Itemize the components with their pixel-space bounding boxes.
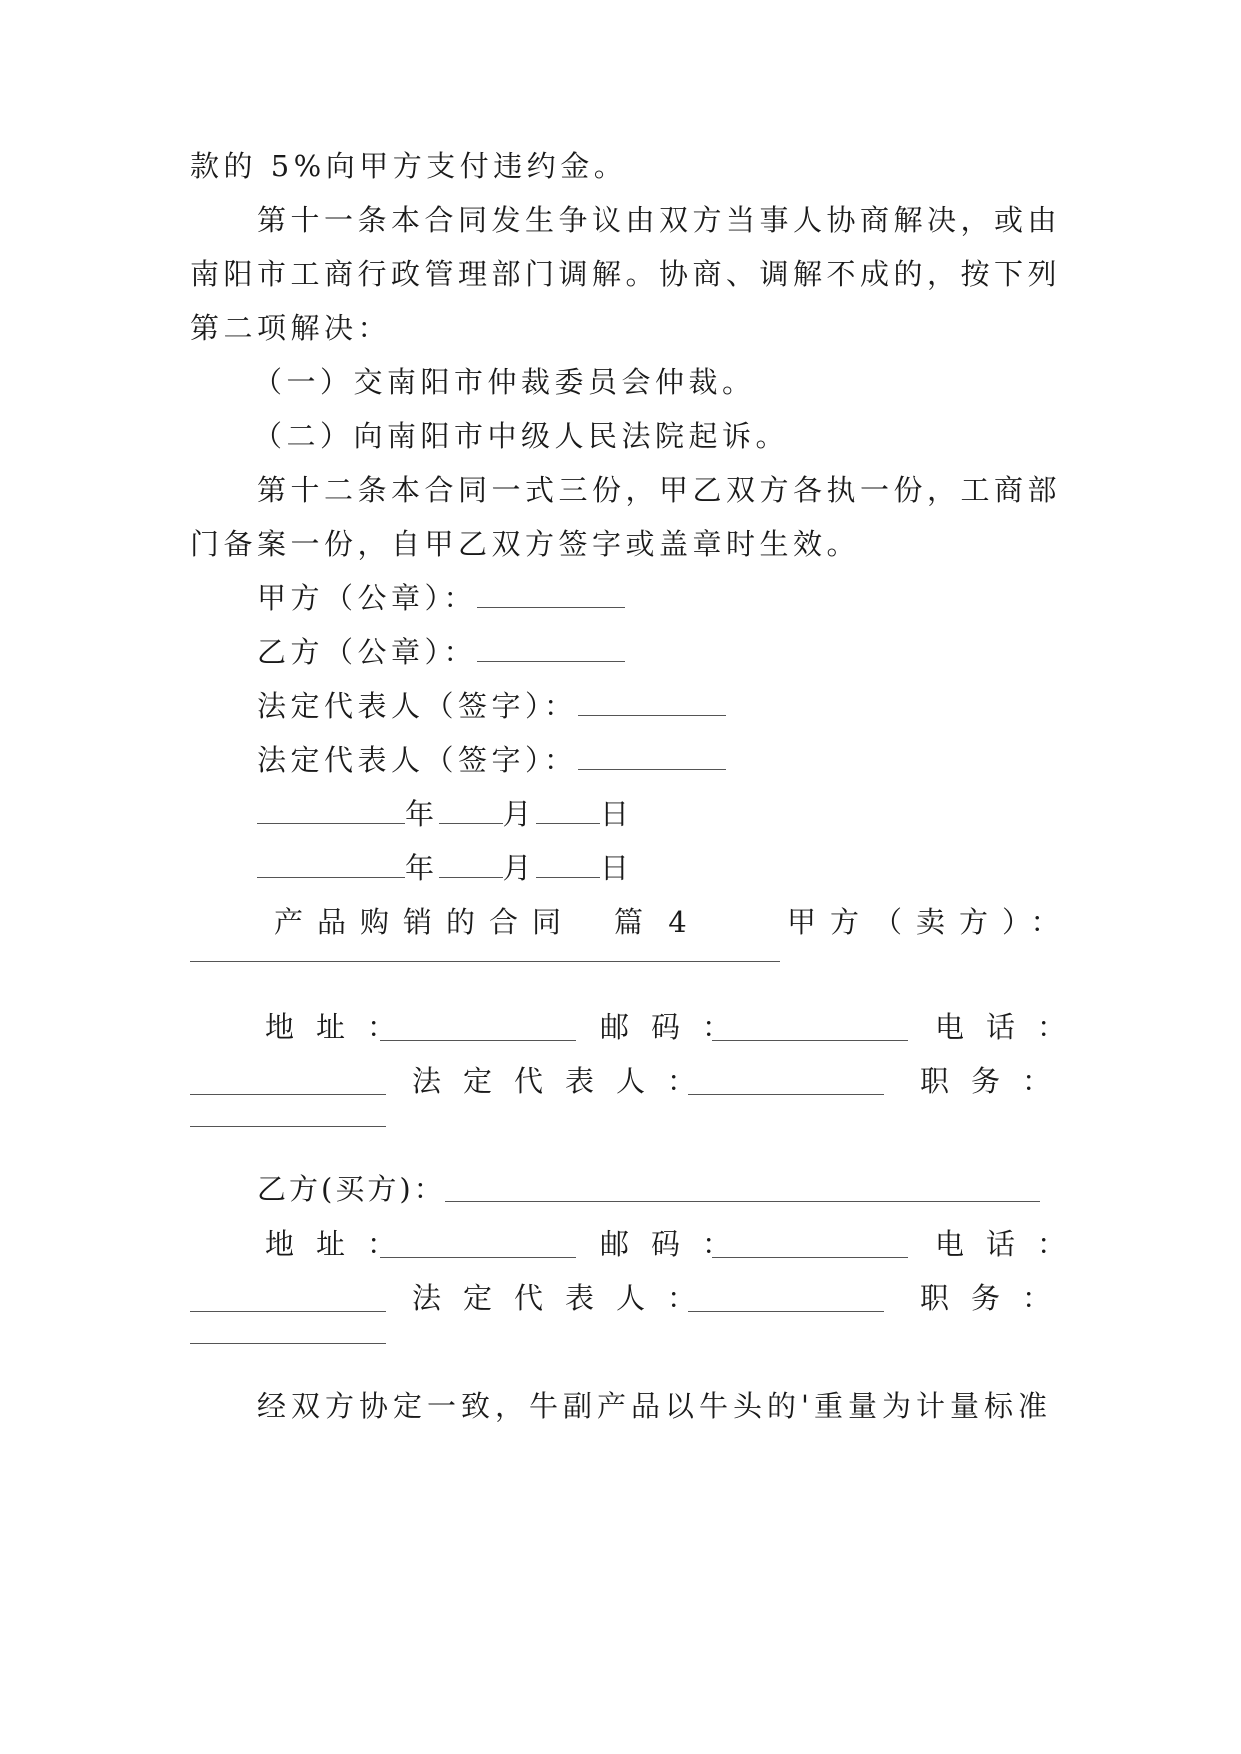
buyer-title-blank [190, 1342, 386, 1344]
buyer-postcode-label: 邮码： [600, 1227, 754, 1261]
buyer-label: 乙方(买方)： [257, 1172, 446, 1206]
buyer-row [257, 1172, 446, 1206]
legal-rep-2-blank [578, 768, 726, 770]
seller-legal-rep-label: 法定代表人： [412, 1064, 719, 1098]
paragraph-penalty-end: 款的 5%向甲方支付违约金。 [190, 149, 628, 183]
contract-heading: 产品购销的合同 [274, 905, 576, 939]
option-court: （二）向南阳市中级人民法院起诉。 [253, 419, 790, 453]
year-blank [257, 822, 405, 824]
buyer-phone-label: 电话： [935, 1227, 1089, 1261]
day-label: 日 [600, 797, 634, 831]
buyer-address-label: 地址： [265, 1227, 419, 1261]
seller-postcode-blank [712, 1039, 908, 1041]
party-b-seal-blank [477, 660, 625, 662]
year-label: 年 [405, 797, 439, 831]
option-arbitration: （一）交南阳市仲裁委员会仲裁。 [253, 365, 756, 399]
buyer-legal-rep-blank [688, 1310, 884, 1312]
seller-phone-blank [190, 1093, 386, 1095]
party-a-seal-label: 甲方（公章）： [257, 581, 478, 615]
day-blank [536, 876, 600, 878]
buyer-phone-blank [190, 1310, 386, 1312]
day-blank [536, 822, 600, 824]
legal-rep-2-label: 法定代表人（签字）： [257, 743, 578, 777]
seller-title-blank [190, 1125, 386, 1127]
seller-postcode-label: 邮码： [600, 1010, 754, 1044]
party-a-seal-row [257, 581, 625, 615]
party-b-seal-label: 乙方（公章）： [257, 635, 478, 669]
buyer-name-blank [445, 1200, 1040, 1202]
legal-rep-2-row [257, 743, 726, 777]
buyer-postcode-blank [712, 1256, 908, 1258]
seller-address-blank [380, 1039, 576, 1041]
date-row-2 [257, 851, 634, 885]
section-number: 篇 4 [614, 905, 695, 939]
paragraph-article-11-line3: 第二项解决： [190, 311, 392, 345]
year-label: 年 [405, 851, 439, 885]
paragraph-article-12-line1: 第十二条本合同一式三份，甲乙双方各执一份，工商部 [257, 473, 1062, 507]
buyer-address-blank [380, 1256, 576, 1258]
paragraph-article-12-line2: 门备案一份，自甲乙双方签字或盖章时生效。 [190, 527, 861, 561]
seller-phone-label: 电话： [935, 1010, 1089, 1044]
paragraph-article-11-line1: 第十一条本合同发生争议由双方当事人协商解决，或由 [257, 203, 1062, 237]
legal-rep-1-label: 法定代表人（签字）： [257, 689, 578, 723]
seller-label: 甲方（卖方）： [787, 905, 1074, 939]
party-a-seal-blank [477, 606, 625, 608]
paragraph-article-11-line2: 南阳市工商行政管理部门调解。协商、调解不成的，按下列 [190, 257, 1062, 291]
party-b-seal-row [257, 635, 625, 669]
month-blank [439, 822, 503, 824]
year-blank [257, 876, 405, 878]
day-label: 日 [600, 851, 634, 885]
month-label: 月 [502, 797, 537, 831]
seller-name-blank [190, 960, 780, 962]
paragraph-weight-standard: 经双方协定一致，牛副产品以牛头的'重量为计量标准 [257, 1389, 1052, 1423]
date-row-1 [257, 797, 634, 831]
legal-rep-1-row [257, 689, 726, 723]
legal-rep-1-blank [578, 714, 726, 716]
month-label: 月 [502, 851, 537, 885]
month-blank [439, 876, 503, 878]
buyer-title-label: 职务： [920, 1281, 1074, 1315]
seller-legal-rep-blank [688, 1093, 884, 1095]
seller-address-label: 地址： [265, 1010, 419, 1044]
seller-title-label: 职务： [920, 1064, 1074, 1098]
buyer-legal-rep-label: 法定代表人： [412, 1281, 719, 1315]
